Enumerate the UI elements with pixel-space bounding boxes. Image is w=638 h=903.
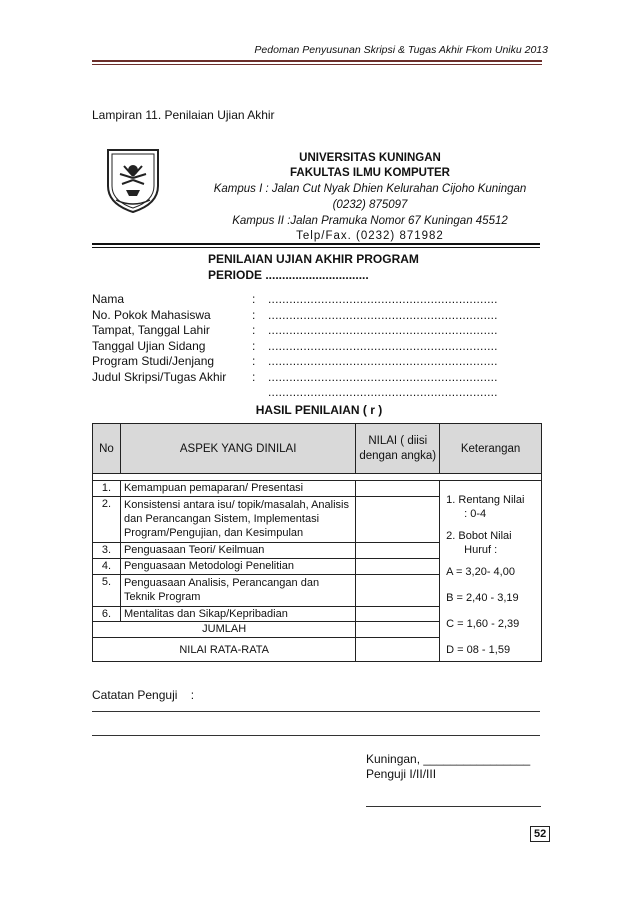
row-aspect: Penguasaan Analisis, Perancangan dan Teknik Program <box>120 574 355 606</box>
remark-range: 1. Rentang Nilai <box>446 494 525 506</box>
field-separator: : <box>252 323 256 337</box>
form-title: PENILAIAN UJIAN AKHIR PROGRAM <box>208 252 419 266</box>
field-values <box>268 292 518 401</box>
field-value-title[interactable]: ................................................................. <box>268 369 498 384</box>
row-no: 6. <box>93 606 121 622</box>
campus-1-address: Kampus I : Jalan Cut Nyak Dhien Kelurahan Cijoho Kuningan <box>213 183 527 195</box>
assessment-table <box>92 423 542 662</box>
appendix-label: Lampiran 11. Penilaian Ujian Akhir <box>92 108 275 122</box>
field-value-name[interactable]: ................................................................. <box>268 292 498 306</box>
field-separator: : <box>252 307 256 322</box>
field-separator: : <box>252 292 256 306</box>
score-cell[interactable] <box>356 574 440 606</box>
header-aspect: ASPEK YANG DINILAI <box>120 424 355 474</box>
field-label: Program Studi/Jenjang <box>92 354 215 368</box>
form-period: PERIODE ............................... <box>208 268 369 282</box>
grade-c: C = 1,60 - 2,39 <box>446 618 520 630</box>
grade-d: D = 08 - 1,59 <box>446 644 511 656</box>
row-no: 4. <box>93 558 121 574</box>
total-score-cell[interactable] <box>356 622 440 638</box>
signature-place-date: Kuningan, ________________ <box>366 752 531 766</box>
campus-2-address: Kampus II :Jalan Pramuka Nomor 67 Kuningan 45512 <box>232 215 508 227</box>
row-no: 5. <box>93 574 121 606</box>
header-remarks: Keterangan <box>440 424 542 474</box>
examiner-notes-label: Catatan Penguji : <box>92 688 195 702</box>
letterhead-rule <box>92 243 540 245</box>
remarks-cell <box>440 481 542 662</box>
total-label: JUMLAH <box>93 622 356 638</box>
header-score <box>356 424 440 474</box>
row-aspect: Konsistensi antara isu/ topik/masalah, Analisis dan Perancangan Sistem, Implementasi Program/Pengujian, dan Kesimpulan <box>120 496 355 543</box>
field-label: Nama <box>92 292 125 306</box>
contact-phone: Telp/Fax. (0232) 871982 <box>296 230 444 242</box>
notes-line-1[interactable] <box>92 711 540 712</box>
notes-line-2[interactable] <box>92 735 540 736</box>
row-aspect: Kemampuan pemaparan/ Presentasi <box>120 481 355 497</box>
field-label: Tampat, Tanggal Lahir <box>92 323 210 337</box>
row-no: 1. <box>93 481 121 497</box>
grade-a: A = 3,20- 4,00 <box>446 566 515 578</box>
campus-1-phone: (0232) 875097 <box>332 199 408 211</box>
remark-range-value: : 0-4 <box>464 508 487 520</box>
university-logo <box>104 146 162 214</box>
header-rule <box>92 60 542 62</box>
row-aspect: Penguasaan Teori/ Keilmuan <box>120 543 355 559</box>
score-cell[interactable] <box>356 606 440 622</box>
score-cell[interactable] <box>356 496 440 543</box>
header-score-line1: NILAI ( diisi <box>368 434 428 447</box>
field-value-program[interactable]: ................................................................. <box>268 354 498 368</box>
field-value-npm[interactable]: ................................................................. <box>268 307 498 322</box>
result-heading: HASIL PENILAIAN ( r ) <box>255 403 383 417</box>
field-separator: : <box>252 354 256 368</box>
score-cell[interactable] <box>356 543 440 559</box>
row-no: 2. <box>93 496 121 543</box>
score-cell[interactable] <box>356 558 440 574</box>
row-aspect: Penguasaan Metodologi Penelitian <box>120 558 355 574</box>
spacer-row <box>93 474 542 481</box>
field-labels <box>92 292 226 385</box>
row-aspect: Mentalitas dan Sikap/Kepribadian <box>120 606 355 622</box>
header-no: No <box>93 424 121 474</box>
row-no: 3. <box>93 543 121 559</box>
header-rule-thin <box>92 64 542 65</box>
signature-role: Penguji I/II/III <box>366 767 437 781</box>
signature-line[interactable] <box>366 806 541 807</box>
score-cell[interactable] <box>356 481 440 497</box>
faculty-name: FAKULTAS ILMU KOMPUTER <box>290 167 450 179</box>
field-label: Tanggal Ujian Sidang <box>92 338 206 353</box>
university-name: UNIVERSITAS KUNINGAN <box>299 152 441 164</box>
running-header: Pedoman Penyusunan Skripsi & Tugas Akhir Fkom Uniku 2013 <box>254 44 548 56</box>
field-label: Judul Skripsi/Tugas Akhir <box>92 369 227 384</box>
field-label: No. Pokok Mahasiswa <box>92 307 211 322</box>
field-separator: : <box>252 338 256 353</box>
letterhead-rule-thin <box>92 247 540 248</box>
remark-weight: 2. Bobot Nilai <box>446 530 512 542</box>
field-separator: : <box>252 369 256 384</box>
page-number: 52 <box>530 826 550 842</box>
field-value-birth[interactable]: ................................................................. <box>268 323 498 337</box>
remark-weight-value: Huruf : <box>464 544 498 556</box>
field-value-title-cont[interactable]: ................................................................. <box>268 385 498 399</box>
average-score-cell[interactable] <box>356 638 440 662</box>
field-separators <box>252 292 255 385</box>
field-value-exam-date[interactable]: ................................................................. <box>268 338 498 353</box>
header-score-line2: dengan angka) <box>359 449 437 462</box>
average-label: NILAI RATA-RATA <box>93 638 356 662</box>
grade-b: B = 2,40 - 3,19 <box>446 592 519 604</box>
